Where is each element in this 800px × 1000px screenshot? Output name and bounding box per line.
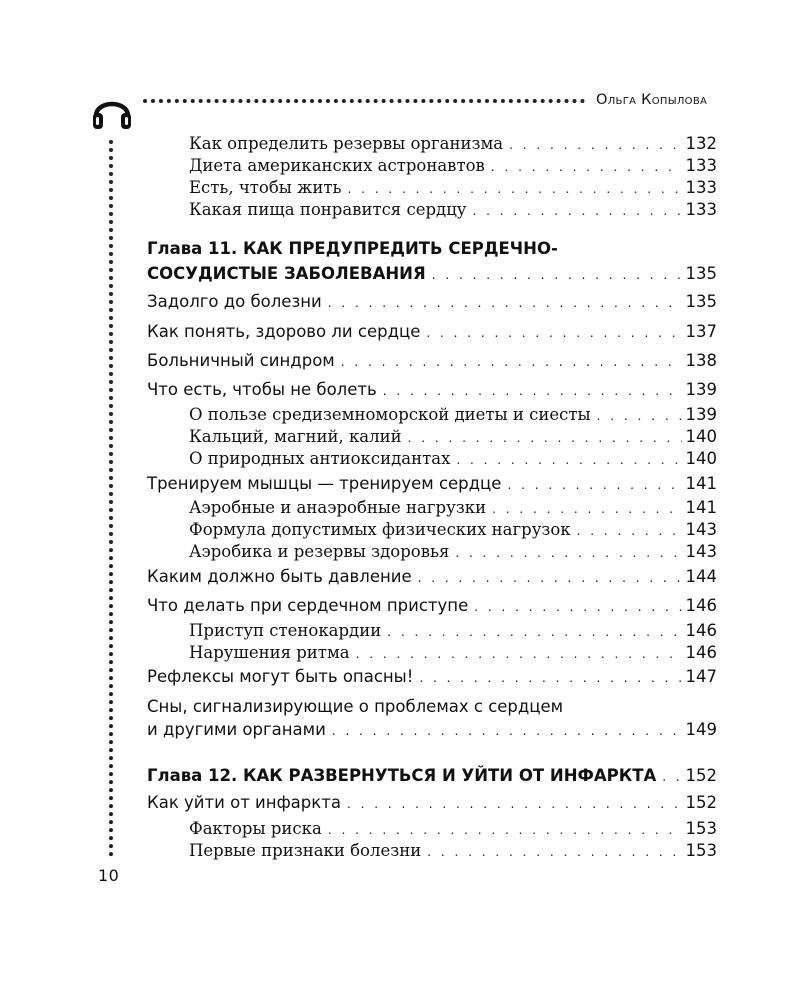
toc-entry-page: 152 [685,793,717,812]
toc-entry [147,667,717,686]
toc-entry-page: 135 [685,292,717,311]
toc-entry [189,200,717,219]
toc-entry [147,322,717,341]
dot-leader [491,161,682,173]
toc-entry-title: О природных антиоксидантах [189,449,451,468]
toc-entry-page: 132 [685,134,717,153]
dot-leader [387,626,681,638]
toc-entry-page: 133 [685,156,717,175]
toc-entry-title: Что есть, чтобы не болеть [147,380,377,399]
toc-entry [147,793,717,812]
toc-entry-title: Есть, чтобы жить [189,178,342,197]
dot-leader [347,798,682,810]
chapter-heading-line: Глава 11. КАК ПРЕДУПРЕДИТЬ СЕРДЕЧНО- [147,239,558,258]
dot-leader [456,454,681,466]
toc-entry-title: Задолго до болезни [147,292,322,311]
toc-entry [189,621,717,640]
toc-entry-title: Приступ стенокардии [189,621,382,640]
dot-leader [662,771,681,783]
toc-entry-title: Как определить резервы организма [189,134,504,153]
dot-leader [427,846,681,858]
toc-entry [147,596,717,615]
toc-entry-page: 146 [685,596,717,615]
toc-entry-page: 140 [685,449,717,468]
toc-entry [189,178,717,197]
dot-leader [347,183,681,195]
dot-leader [455,547,681,559]
toc-entry [189,427,717,446]
toc-entry-title: Формула допустимых физических нагрузок [189,520,571,539]
toc-entry-title: Аэробика и резервы здоровья [189,542,450,561]
dot-leader [474,601,681,613]
dot-leader [328,824,682,836]
header-dotted-rule [143,99,585,103]
dot-leader [597,410,682,422]
toc-entry-title: Кальций, магний, калий [189,427,402,446]
toc-entry [189,498,717,517]
toc-entry-page: 133 [685,178,717,197]
dot-leader [328,297,682,309]
toc-entry-page: 144 [685,567,717,586]
dot-leader [577,525,682,537]
toc-entry-page: 149 [685,720,717,739]
toc-entry-title: и другими органами [147,720,326,739]
dot-leader [473,205,682,217]
toc-entry-page: 141 [685,474,717,493]
toc-entry-page: 153 [685,819,717,838]
toc-entry-title: Как понять, здорово ли сердце [147,322,421,341]
page-number: 10 [98,866,120,885]
running-header-author: Ольга Копылова [596,92,708,108]
toc-entry [189,819,717,838]
dot-leader [356,648,682,660]
dot-leader [383,385,682,397]
dot-leader [418,572,682,584]
dot-leader [432,269,682,281]
toc-entry-page: 138 [685,351,717,370]
toc-entry-title: Аэробные и анаэробные нагрузки [189,498,487,517]
toc-entry-title: Диета американских астронавтов [189,156,485,175]
toc-entry-page: 137 [685,322,717,341]
dot-leader [426,327,681,339]
dot-leader [419,672,681,684]
toc-entry [189,405,717,424]
toc-entry-title: Рефлексы могут быть опасны! [147,667,414,686]
toc-entry-page: 147 [685,667,717,686]
toc-entry [189,449,717,468]
toc-entry-page: 143 [685,542,717,561]
toc-entry-title: Больничный синдром [147,351,335,370]
toc-entry-page: 139 [685,405,717,424]
toc-entry-page: 143 [685,520,717,539]
toc-entry [147,380,717,399]
dot-leader [509,139,681,151]
toc-entry-page: 153 [685,841,717,860]
chapter-heading [147,264,717,283]
toc-entry-title: О пользе средиземноморской диеты и сиесты [189,405,591,424]
toc-entry-title: Что делать при сердечном приступе [147,596,469,615]
toc-entry [189,643,717,662]
toc-entry [189,542,717,561]
dot-leader [492,503,681,515]
toc-entry-page: 140 [685,427,717,446]
toc-entry [147,292,717,311]
toc-entry-title: Тренируем мышцы — тренируем сердце [147,474,502,493]
toc-entry-page: 133 [685,200,717,219]
toc-entry-title: Каким должно быть давление [147,567,412,586]
toc-entry-title: Как уйти от инфаркта [147,793,341,812]
toc-entry [189,841,717,860]
chapter-heading [147,766,717,785]
toc-entry-line: Сны, сигнализирующие о проблемах с сердцем [147,697,564,716]
toc-entry-title: Факторы риска [189,819,322,838]
toc-entry-page: 139 [685,380,717,399]
toc-entry [147,351,717,370]
toc-entry-title: Нарушения ритма [189,643,350,662]
toc-entry-page: 152 [685,766,717,785]
toc-entry-page: 141 [685,498,717,517]
margin-dotted-rule [109,140,113,857]
toc-entry-page: 146 [685,643,717,662]
toc-entry [189,520,717,539]
chapter-heading-title: Глава 12. КАК РАЗВЕРНУТЬСЯ И УЙТИ ОТ ИНФАРКТА [147,766,657,785]
dot-leader [341,356,682,368]
toc-entry [147,567,717,586]
headphones-icon [91,92,133,132]
chapter-heading-title: СОСУДИСТЫЕ ЗАБОЛЕВАНИЯ [147,264,426,283]
toc-entry-title: Первые признаки болезни [189,841,422,860]
toc-entry-page: 146 [685,621,717,640]
toc-entry-title: Какая пища понравится сердцу [189,200,467,219]
dot-leader [507,479,681,491]
dot-leader [408,432,682,444]
toc-entry [189,156,717,175]
toc-entry [147,720,717,739]
toc-entry-page: 135 [685,264,717,283]
toc-entry [147,474,717,493]
dot-leader [332,725,682,737]
toc-entry [189,134,717,153]
